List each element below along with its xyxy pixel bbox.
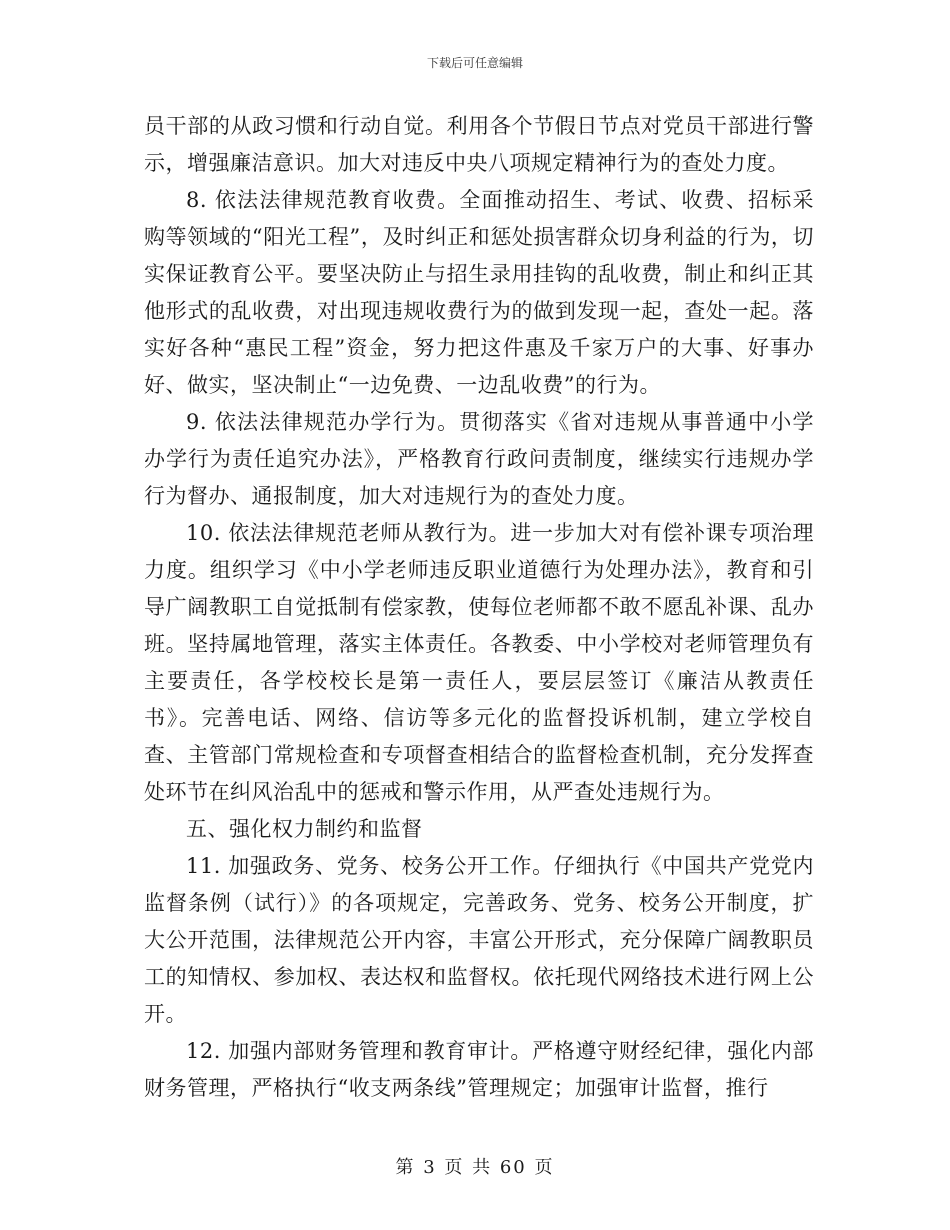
- paragraph-item-12: 12. 加强内部财务管理和教育审计。严格遵守财经纪律，强化内部财务管理，严格执行“收支两条线”管理规定；加强审计监督，推行: [144, 1039, 814, 1100]
- paragraph-item-9: 9. 依法法律规范办学行为。贯彻落实《省对违规从事普通中小学办学行为责任追究办法》，严格教育行政问责制度，继续实行违规办学行为督办、通报制度，加大对违规行为的查处力度。: [144, 410, 814, 508]
- paragraph-item-11: 11. 加强政务、党务、校务公开工作。仔细执行《中国共产党党内监督条例（试行）》的各项规定，完善政务、党务、校务公开制度，扩大公开范围，法律规范公开内容，丰富公开形式，充分保障广阔教职员工的知情权、参加权、表达权和监督权。依托现代网络技术进行网上公开。: [144, 854, 814, 1026]
- paragraph-item-8: 8. 依法法律规范教育收费。全面推动招生、考试、收费、招标采购等领域的“阳光工程”，及时纠正和惩处损害群众切身利益的行为，切实保证教育公平。要坚决防止与招生录用挂钩的乱收费，制止和纠正其他形式的乱收费，对出现违规收费行为的做到发现一起，查处一起。落实好各种“惠民工程”资金，努力把这件惠及千家万户的大事、好事办好、做实，坚决制止“一边免费、一边乱收费”的行为。: [144, 188, 814, 397]
- page-header-note: 下载后可任意编辑: [426, 56, 523, 70]
- paragraph-1: 员干部的从政习惯和行动自觉。利用各个节假日节点对党员干部进行警示，增强廉洁意识。加大对违反中央八项规定精神行为的查处力度。: [144, 114, 814, 175]
- paragraph-item-10: 10. 依法法律规范老师从教行为。进一步加大对有偿补课专项治理力度。组织学习《中小学老师违反职业道德行为处理办法》，教育和引导广阔教职工自觉抵制有偿家教，使每位老师都不敢不愿乱补课、乱办班。坚持属地管理，落实主体责任。各教委、中小学校对老师管理负有主要责任，各学校校长是第一责任人，要层层签订《廉洁从教责任书》。完善电话、网络、信访等多元化的监督投诉机制，建立学校自查、主管部门常规检查和专项督查相结合的监督检查机制，充分发挥查处环节在纠风治乱中的惩戒和警示作用，从严查处违规行为。: [144, 521, 814, 804]
- section-heading-5: 五、强化权力制约和监督: [186, 817, 423, 841]
- page-number: 第 3 页 共 60 页: [395, 1157, 555, 1178]
- document-body: [144, 108, 814, 1107]
